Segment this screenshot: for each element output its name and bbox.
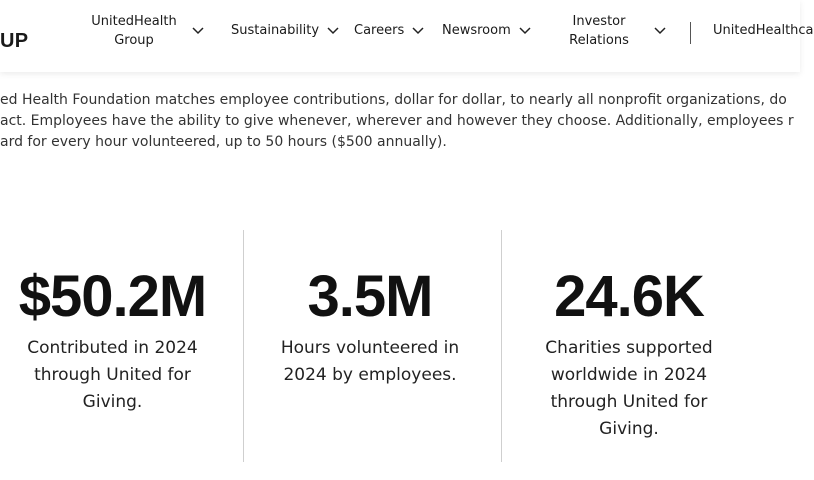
stat-description-line: Giving. — [82, 392, 143, 412]
nav-item-unitedhealth-group[interactable] — [84, 12, 220, 50]
stat-description — [260, 335, 480, 389]
nav-item-label: UnitedHealth Group — [91, 14, 177, 48]
nav-item-label: Investor Relations — [569, 14, 629, 48]
nav-item-label: Newsroom — [442, 23, 511, 38]
stat-description-line: Charities supported — [545, 338, 713, 358]
chevron-down-icon — [412, 27, 424, 35]
stat-description — [0, 335, 225, 416]
nav-item-careers[interactable] — [354, 21, 424, 40]
intro-line: act. Employees have the ability to give whenever, wherever and however they choose. Additionally, employees r — [0, 113, 794, 129]
stat-description-line: 2024 by employees. — [283, 365, 457, 385]
intro-paragraph — [0, 90, 800, 153]
nav-divider — [690, 22, 691, 44]
stat-value: $50.2M — [18, 264, 207, 329]
chevron-down-icon — [654, 27, 666, 35]
stat-description-line: Contributed in 2024 — [27, 338, 198, 358]
stat-description-line: Giving. — [599, 419, 659, 439]
nav-item-unitedhealthcare[interactable] — [713, 21, 814, 40]
nav-item-label: Sustainability — [231, 23, 320, 38]
stat-contributed — [0, 262, 225, 416]
chevron-down-icon — [519, 27, 531, 35]
site-logo[interactable]: UP — [0, 30, 29, 52]
intro-line: ed Health Foundation matches employee contributions, dollar for dollar, to nearly all nonprofit organizations, do — [0, 92, 787, 108]
stat-value: 3.5M — [307, 264, 433, 329]
stat-hours-volunteered — [260, 262, 480, 389]
nav-item-sustainability[interactable] — [231, 21, 339, 40]
stat-description-line: through United for — [550, 392, 708, 412]
stat-description-line: worldwide in 2024 — [550, 365, 708, 385]
intro-line: ard for every hour volunteered, up to 50 hours ($500 annually). — [0, 134, 447, 150]
nav-item-label: Careers — [354, 23, 405, 38]
nav-item-label: UnitedHealthca — [713, 23, 814, 38]
chevron-down-icon — [327, 27, 339, 35]
stat-charities-supported — [519, 262, 739, 443]
stat-divider — [243, 230, 244, 462]
stat-description-line: through United for — [34, 365, 191, 385]
nav-item-newsroom[interactable] — [442, 21, 531, 40]
stat-description-line: Hours volunteered in — [280, 338, 460, 358]
stat-value: 24.6K — [554, 264, 704, 329]
stat-description — [519, 335, 739, 443]
nav-item-investor-relations[interactable] — [552, 12, 666, 50]
chevron-down-icon — [192, 27, 204, 35]
stat-divider — [501, 230, 502, 462]
site-header — [0, 0, 814, 72]
